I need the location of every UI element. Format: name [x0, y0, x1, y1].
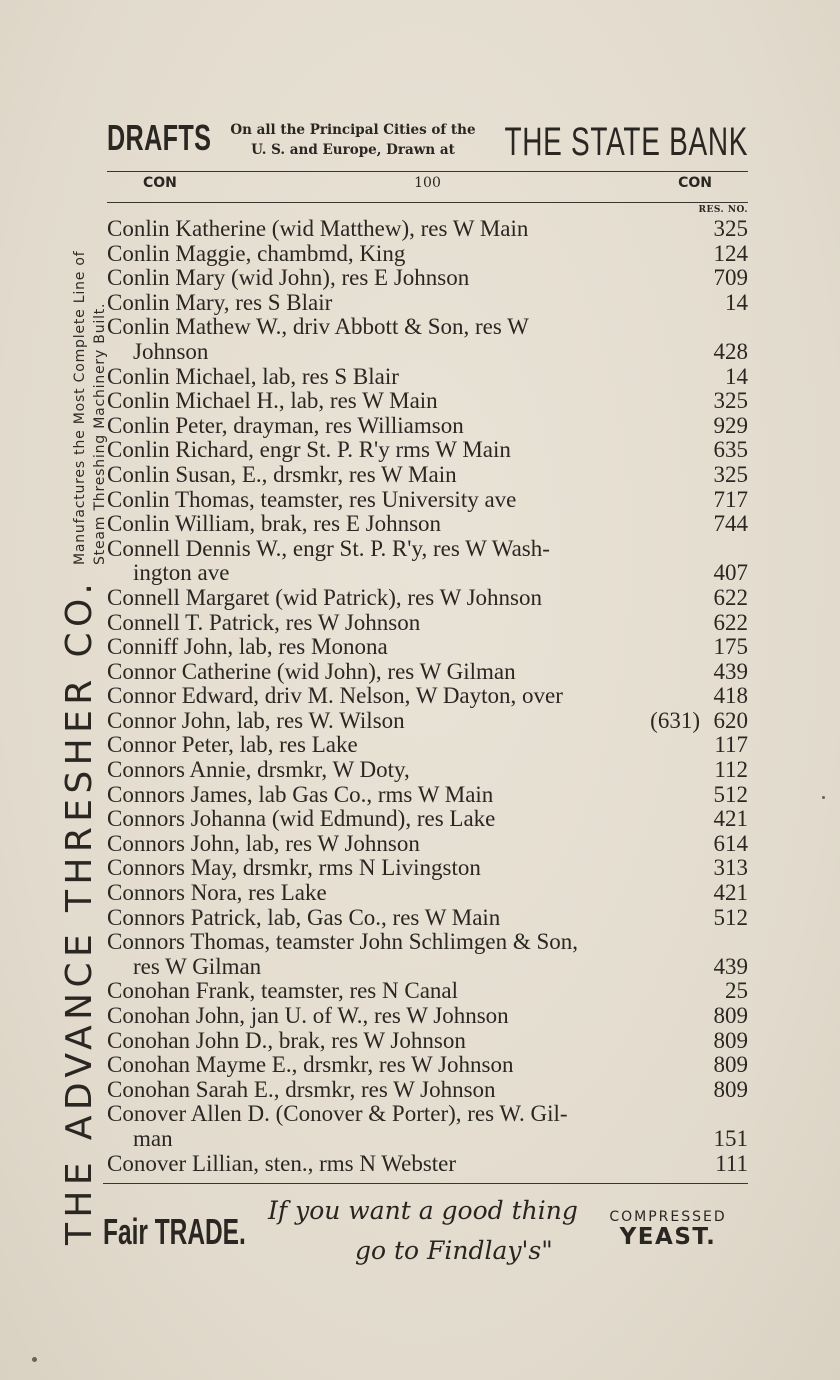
- header-sub-line-1: On all the Principal Cities of the: [230, 122, 476, 138]
- entry-res-number: 418: [713, 683, 748, 709]
- entry-text: Connell T. Patrick, res W Johnson: [107, 609, 421, 635]
- directory-entry: [107, 561, 748, 586]
- directory-entry: [107, 365, 748, 390]
- entry-text: Conohan Mayme E., drsmkr, res W Johnson: [107, 1052, 514, 1078]
- directory-entry: [107, 709, 748, 734]
- page-column-header: [107, 175, 748, 197]
- entry-text: Connell Dennis W., engr St. P. R'y, res W Wash-: [107, 535, 550, 561]
- entry-text: Connors Thomas, teamster John Schlimgen & Son,: [107, 929, 579, 955]
- directory-entry: [107, 1053, 748, 1078]
- entry-res-number: [700, 1102, 748, 1127]
- side-ad-line-1: Manufactures the Most Complete Line of: [72, 250, 88, 565]
- entry-res-number: 151: [713, 1125, 748, 1151]
- directory-entry: [107, 438, 748, 463]
- column-header-rule: [107, 202, 748, 203]
- entry-res-number: 512: [713, 781, 748, 807]
- entry-res-number: 439: [713, 658, 748, 684]
- side-ad-manufactures: [70, 125, 110, 565]
- entry-text: Conlin Richard, engr St. P. R'y rms W Main: [107, 437, 511, 463]
- directory-entries: [107, 217, 748, 1176]
- entry-text: Connors Annie, drsmkr, W Doty,: [107, 757, 410, 783]
- directory-entry: [107, 315, 748, 340]
- entry-text: Conniff John, lab, res Monona: [107, 634, 388, 660]
- yeast-line-1: COMPRESSED: [609, 1209, 727, 1225]
- entry-text: Connors James, lab Gas Co., rms W Main: [107, 781, 494, 807]
- entry-res-number: 111: [715, 1150, 748, 1176]
- entry-text: Conlin Mary (wid John), res E Johnson: [107, 265, 470, 291]
- directory-entry: [107, 635, 748, 660]
- page-number: 100: [414, 175, 441, 191]
- entry-res-number: 124: [713, 240, 748, 266]
- entry-text: Conlin Mary, res S Blair: [107, 289, 333, 315]
- entry-text: Connors John, lab, res W Johnson: [107, 830, 420, 856]
- entry-res-number: 421: [713, 806, 748, 832]
- entry-res-number: 809: [713, 1076, 748, 1102]
- directory-entry: [107, 783, 748, 808]
- directory-entry: [107, 488, 748, 513]
- entry-res-number: 325: [713, 216, 748, 241]
- directory-entry: [107, 930, 748, 955]
- directory-entry: [107, 856, 748, 881]
- entry-res-number: 112: [714, 757, 748, 783]
- directory-entry: [107, 242, 748, 267]
- entry-text: res W Gilman: [133, 953, 262, 979]
- entry-res-number: 622: [713, 609, 748, 635]
- entry-text: ington ave: [133, 560, 230, 586]
- directory-entry: [107, 266, 748, 291]
- entry-text: Conohan John, jan U. of W., res W Johnson: [107, 1003, 509, 1028]
- entry-text: Connors Nora, res Lake: [107, 880, 327, 906]
- directory-entry: [107, 1102, 748, 1127]
- script-line-2: go to Findlay's": [355, 1236, 553, 1265]
- directory-entry: [107, 807, 748, 832]
- column-left-label: CON: [143, 175, 177, 191]
- res-no-label: RES. NO.: [698, 205, 748, 215]
- entry-res-number: 421: [713, 880, 748, 906]
- directory-entry: [107, 733, 748, 758]
- footer-compressed-yeast: [588, 1209, 748, 1249]
- directory-entry: [107, 1127, 748, 1152]
- entry-text: Connor Catherine (wid John), res W Gilman: [107, 658, 516, 684]
- directory-entry: [107, 979, 748, 1004]
- header-bank-name: THE STATE BANK: [504, 120, 748, 164]
- directory-entry: [107, 611, 748, 636]
- directory-entry: [107, 832, 748, 857]
- entry-res-number: 14: [725, 363, 748, 389]
- entry-res-number: 614: [713, 830, 748, 856]
- entry-text: Connors Johanna (wid Edmund), res Lake: [107, 806, 496, 832]
- directory-entry: [107, 537, 748, 562]
- column-right-label: CON: [678, 175, 712, 191]
- entry-text: Connor John, lab, res W. Wilson: [107, 707, 405, 733]
- header-drafts: DRAFTS: [107, 117, 212, 158]
- entry-res-number: 439: [713, 953, 748, 979]
- entry-text: Connors Patrick, lab, Gas Co., res W Main: [107, 904, 501, 930]
- directory-entry: [107, 955, 748, 980]
- entry-res-number: [700, 537, 748, 562]
- header-ad: [107, 118, 748, 170]
- entry-text: Conlin Peter, drayman, res Williamson: [107, 412, 464, 438]
- directory-entry: [107, 291, 748, 316]
- directory-entry: [107, 660, 748, 685]
- entry-text: Conover Allen D. (Conover & Porter), res W. Gil-: [107, 1101, 568, 1127]
- entry-res-number: 717: [713, 486, 748, 512]
- entry-text: Conlin Michael, lab, res S Blair: [107, 363, 399, 389]
- entry-res-number: [700, 930, 748, 955]
- directory-entry: [107, 1029, 748, 1054]
- entry-res-number: 117: [714, 732, 748, 758]
- directory-entry: [107, 758, 748, 783]
- paper-speck: [32, 1357, 37, 1362]
- entry-res-number: 929: [713, 412, 748, 438]
- entry-text: Conover Lillian, sten., rms N Webster: [107, 1150, 457, 1176]
- entry-res-number: 620: [713, 707, 748, 733]
- entry-res-number: 428: [713, 338, 748, 364]
- entry-text: Connors May, drsmkr, rms N Livingston: [107, 855, 481, 881]
- entry-text: Conohan Sarah E., drsmkr, res W Johnson: [107, 1076, 496, 1102]
- directory-entry: [107, 512, 748, 537]
- entry-text: Conlin Maggie, chambmd, King: [107, 240, 406, 266]
- entry-res-number: [700, 315, 748, 340]
- entry-text: Conlin William, brak, res E Johnson: [107, 511, 442, 537]
- entry-text: man: [133, 1125, 173, 1151]
- entry-res-number: 809: [713, 1052, 748, 1078]
- entry-res-number: 25: [725, 978, 748, 1004]
- entry-text: Conlin Michael H., lab, res W Main: [107, 388, 438, 414]
- entry-res-number: 709: [713, 265, 748, 291]
- entry-res-number: 622: [713, 584, 748, 610]
- side-ad-line-2: Steam Threshing Machinery Built.: [92, 302, 108, 565]
- entry-res-number: 14: [725, 289, 748, 315]
- directory-entry: [107, 881, 748, 906]
- entry-res-number: 325: [713, 388, 748, 414]
- entry-text: Conlin Katherine (wid Matthew), res W Main: [107, 216, 529, 241]
- entry-text: Connor Edward, driv M. Nelson, W Dayton, over: [107, 683, 563, 709]
- entry-text: Conlin Mathew W., driv Abbott & Son, res W: [107, 314, 529, 340]
- directory-entry: [107, 906, 748, 931]
- paper-speck: [822, 796, 825, 799]
- yeast-line-2: YEAST.: [619, 1224, 717, 1250]
- directory-entry: [107, 340, 748, 365]
- directory-entry: [107, 414, 748, 439]
- entry-res-number: 809: [713, 1003, 748, 1028]
- entry-res-number: 313: [713, 855, 748, 881]
- entry-text: Conlin Susan, E., drsmkr, res W Main: [107, 461, 457, 487]
- header-sub-line-2: U. S. and Europe, Drawn at: [251, 142, 455, 158]
- entry-res-number: 325: [713, 461, 748, 487]
- header-drafts-subtitle: [211, 120, 495, 160]
- directory-entry: [107, 1078, 748, 1103]
- entry-text: Conohan John D., brak, res W Johnson: [107, 1027, 466, 1053]
- side-ad-advance-thresher: THE ADVANCE THRESHER CO.: [59, 577, 100, 1245]
- footer-fair-trade: Fair TRADE.: [103, 1211, 246, 1252]
- directory-entry: [107, 1152, 748, 1177]
- directory-entry: [107, 217, 748, 242]
- footer-findlays-script: [263, 1191, 593, 1271]
- entry-res-number: 744: [713, 511, 748, 537]
- entry-res-number: 407: [713, 560, 748, 586]
- directory-entry: [107, 1004, 748, 1029]
- entry-res-number: 635: [713, 437, 748, 463]
- entry-text: Connor Peter, lab, res Lake: [107, 732, 358, 758]
- header-rule: [107, 171, 748, 172]
- directory-entry: [107, 463, 748, 488]
- entry-text: Conlin Thomas, teamster, res University ave: [107, 486, 517, 512]
- directory-entry: [107, 389, 748, 414]
- entry-res-number: 175: [713, 634, 748, 660]
- entry-text: Connell Margaret (wid Patrick), res W Johnson: [107, 584, 543, 610]
- entry-text: Johnson: [133, 338, 209, 364]
- entry-old-number: (631): [650, 707, 700, 733]
- directory-entry: [107, 586, 748, 611]
- footer-ad: [103, 1183, 748, 1293]
- entry-res-number: 512: [713, 904, 748, 930]
- entry-res-number: 809: [713, 1027, 748, 1053]
- entry-text: Conohan Frank, teamster, res N Canal: [107, 978, 459, 1004]
- directory-entry: [107, 684, 748, 709]
- script-line-1: If you want a good thing: [268, 1196, 578, 1225]
